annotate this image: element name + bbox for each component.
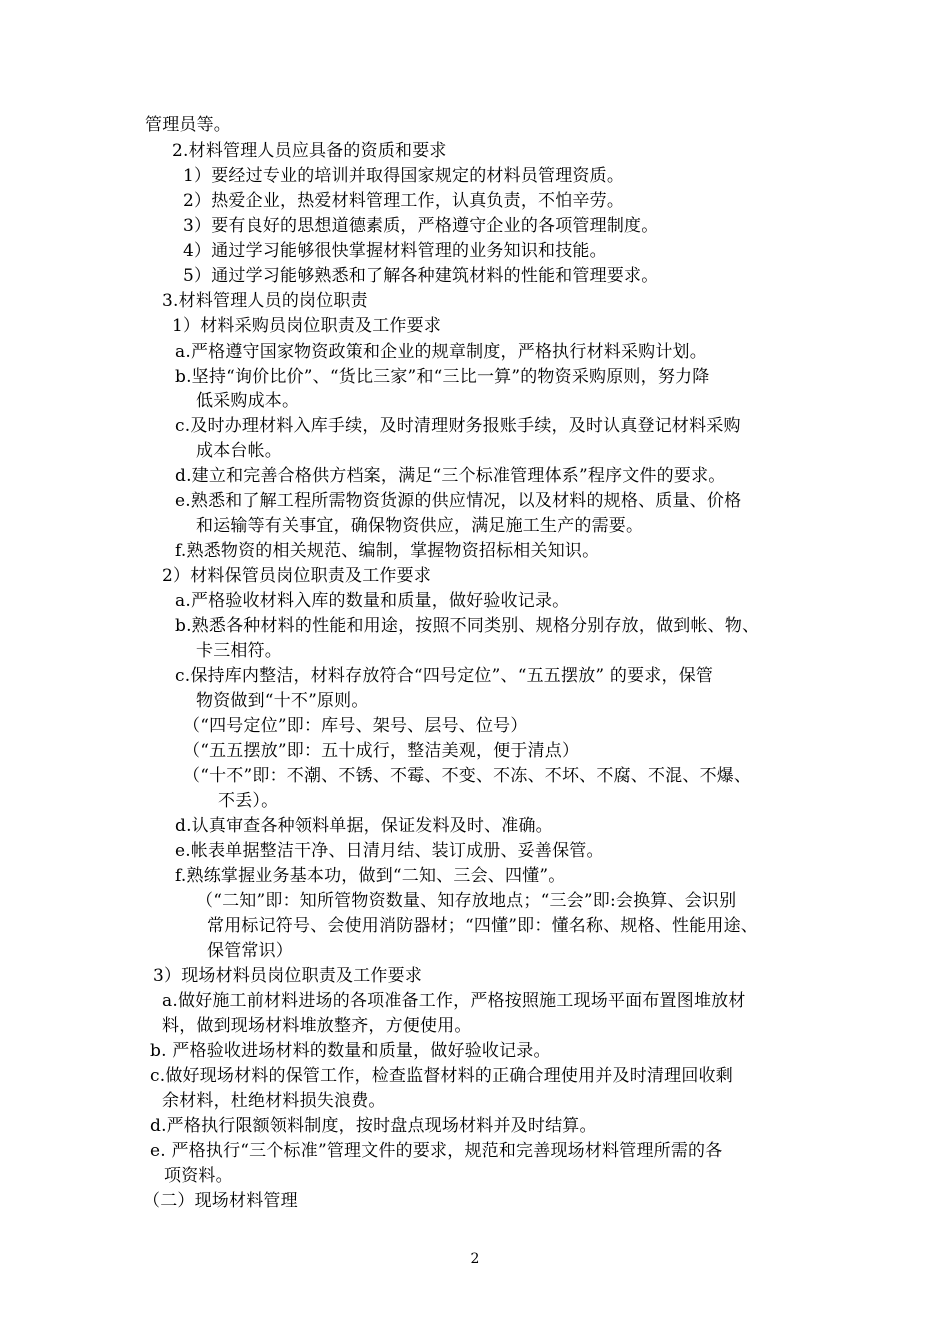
- list-item-continuation: 成本台帐。: [196, 441, 282, 461]
- note-line: （“四号定位”即：库号、架号、层号、位号）: [183, 716, 528, 736]
- list-item: d.认真审查各种领料单据，保证发料及时、准确。: [175, 816, 553, 836]
- list-item-continuation: 和运输等有关事宜，确保物资供应，满足施工生产的需要。: [196, 516, 644, 536]
- list-item: 4）通过学习能够很快掌握材料管理的业务知识和技能。: [183, 241, 607, 261]
- list-item: c.做好现场材料的保管工作，检查监督材料的正确合理使用并及时清理回收剩: [150, 1066, 733, 1086]
- list-item: c.及时办理材料入库手续，及时清理财务报账手续，及时认真登记材料采购: [175, 416, 741, 436]
- list-item: a.做好施工前材料进场的各项准备工作，严格按照施工现场平面布置图堆放材: [162, 991, 746, 1011]
- list-item: a.严格验收材料入库的数量和质量，做好验收记录。: [175, 591, 570, 611]
- list-item: b.熟悉各种材料的性能和用途，按照不同类别、规格分别存放，做到帐、物、: [175, 616, 760, 636]
- list-item: b.坚持“询价比价”、“货比三家”和“三比一算”的物资采购原则，努力降: [175, 367, 710, 387]
- page-number: 2: [470, 1251, 480, 1267]
- note-line-continuation: 常用标记符号、会使用消防器材；“四懂”即：懂名称、规格、性能用途、: [207, 916, 758, 936]
- list-item-continuation: 料，做到现场材料堆放整齐，方便使用。: [162, 1016, 472, 1036]
- list-item: e. 严格执行“三个标准”管理文件的要求，规范和完善现场材料管理所需的各: [150, 1141, 723, 1161]
- note-line: （“二知”即：知所管物资数量、知存放地点；“三会”即:会换算、会识别: [196, 891, 737, 911]
- list-item-continuation: 物资做到“十不”原则。: [196, 691, 369, 711]
- list-item: f.熟练掌握业务基本功，做到“二知、三会、四懂”。: [175, 866, 566, 886]
- note-line: （“五五摆放”即：五十成行，整洁美观，便于清点）: [183, 741, 580, 761]
- list-item: e.帐表单据整洁干净、日清月结、装订成册、妥善保管。: [175, 841, 604, 861]
- text-line: 管理员等。: [145, 115, 231, 135]
- list-item: e.熟悉和了解工程所需物资货源的供应情况，以及材料的规格、质量、价格: [175, 491, 742, 511]
- note-line: （“十不”即：不潮、不锈、不霉、不变、不冻、不坏、不腐、不混、不爆、: [183, 766, 752, 786]
- note-line-continuation: 保管常识）: [207, 941, 293, 961]
- subsection-heading: 2）材料保管员岗位职责及工作要求: [162, 566, 432, 586]
- section-heading: 2.材料管理人员应具备的资质和要求: [172, 141, 447, 161]
- list-item: a.严格遵守国家物资政策和企业的规章制度，严格执行材料采购计划。: [175, 342, 707, 362]
- list-item-continuation: 低采购成本。: [196, 391, 300, 411]
- list-item-continuation: 余材料，杜绝材料损失浪费。: [162, 1091, 386, 1111]
- section-heading: （二）现场材料管理: [143, 1191, 298, 1211]
- list-item: b. 严格验收进场材料的数量和质量，做好验收记录。: [150, 1041, 551, 1061]
- section-heading: 3.材料管理人员的岗位职责: [162, 291, 368, 311]
- list-item: 3）要有良好的思想道德素质，严格遵守企业的各项管理制度。: [183, 216, 659, 236]
- list-item: d.严格执行限额领料制度，按时盘点现场材料并及时结算。: [150, 1116, 597, 1136]
- list-item: 1）要经过专业的培训并取得国家规定的材料员管理资质。: [183, 166, 625, 186]
- list-item: f.熟悉物资的相关规范、编制，掌握物资招标相关知识。: [175, 541, 600, 561]
- subsection-heading: 1）材料采购员岗位职责及工作要求: [172, 316, 442, 336]
- list-item-continuation: 项资料。: [164, 1166, 233, 1186]
- list-item: 2）热爱企业，热爱材料管理工作，认真负责，不怕辛劳。: [183, 191, 625, 211]
- list-item: 5）通过学习能够熟悉和了解各种建筑材料的性能和管理要求。: [183, 266, 659, 286]
- subsection-heading: 3）现场材料员岗位职责及工作要求: [153, 966, 423, 986]
- list-item-continuation: 卡三相符。: [196, 641, 282, 661]
- note-line-continuation: 不丢）。: [218, 791, 279, 811]
- list-item: d.建立和完善合格供方档案，满足“三个标准管理体系”程序文件的要求。: [175, 466, 726, 486]
- list-item: c.保持库内整洁，材料存放符合“四号定位”、“五五摆放” 的要求，保管: [175, 666, 714, 686]
